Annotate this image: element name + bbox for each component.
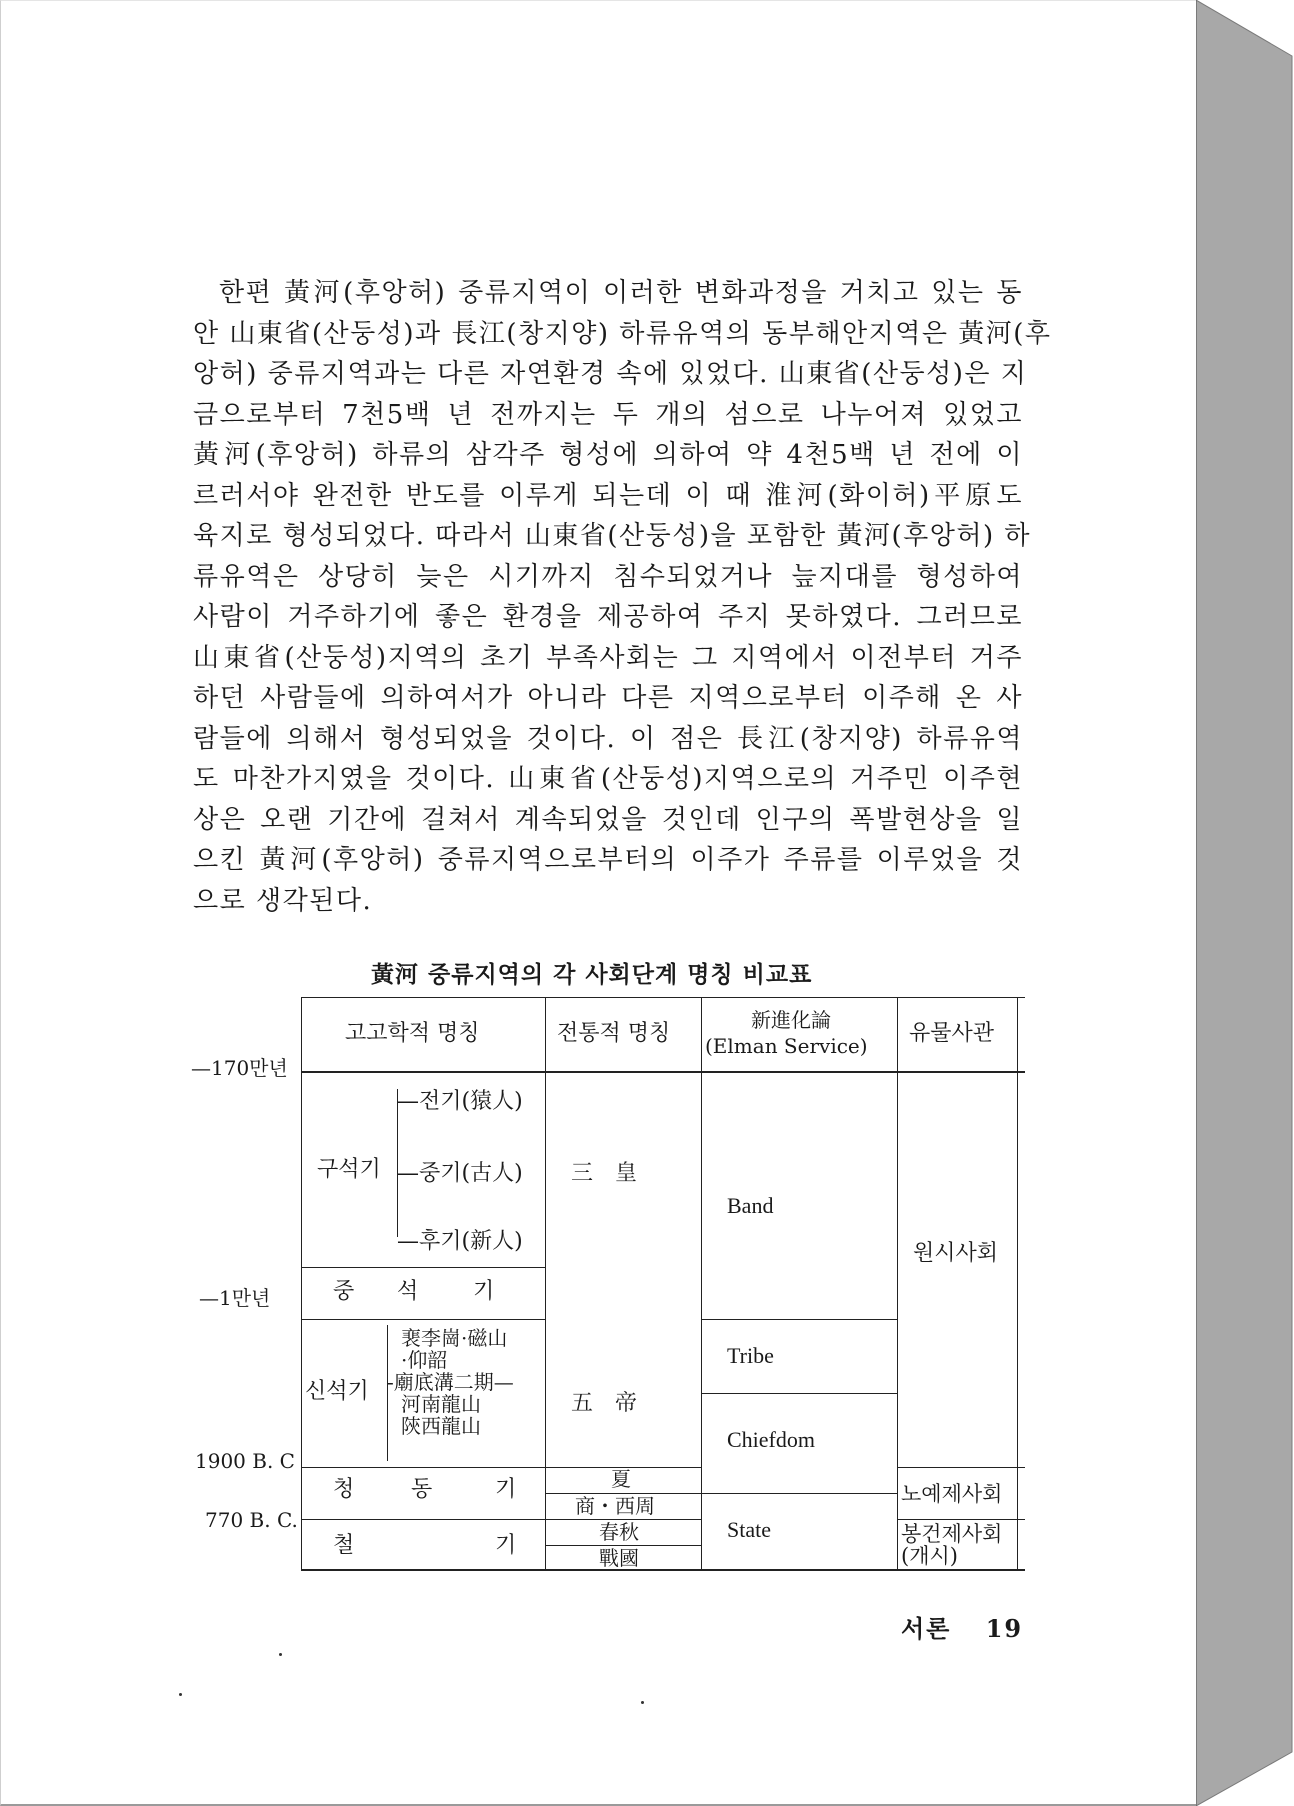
mat-feudal: 봉건제사회 [901,1522,1003,1546]
trad-three-sovereigns: 三 皇 [571,1161,638,1186]
neo-site: -廟底溝二期— [387,1370,514,1394]
page-footer [901,1609,1023,1644]
neo-site: 河南龍山 [401,1392,481,1416]
text-line: 黃河(후앙허) 하류의 삼각주 형성에 의하여 약 4천5백 년 전에 이 [193,440,1023,470]
stage-band: Band [727,1193,774,1218]
paleo-middle: —중기(古人) [397,1161,523,1186]
header-elman-service: (Elman Service) [705,1034,868,1058]
page-number: 19 [985,1614,1024,1643]
speck [179,1693,182,1696]
stage-chiefdom: Chiefdom [727,1427,815,1452]
header-neo-evolution: 新進化論 [751,1008,831,1032]
speck [279,1653,282,1656]
neo-site: 裵李崗·磁山 [401,1326,508,1350]
text-line: 금으로부터 7천5백 년 전까지는 두 개의 섬으로 나누어져 있었고 [193,399,1023,430]
time-label: —170만년 [191,1056,288,1080]
mat-feudal-start: (개시) [901,1544,958,1568]
header-materialist: 유물사관 [909,1021,995,1046]
bronze-char: 기 [495,1477,517,1502]
speck [641,1701,644,1704]
text-line: 하던 사람들에 의하여서가 아니라 다른 지역으로부터 이주해 온 사 [193,683,1023,713]
mat-slave: 노예제사회 [901,1482,1003,1506]
trad-spring-autumn: 春秋 [599,1520,639,1544]
trad-shang-zhou: 商・西周 [575,1494,655,1518]
time-label: —1만년 [199,1286,271,1310]
text-line: 山東省(산둥성)지역의 초기 부족사회는 그 지역에서 이전부터 거주 [193,642,1023,673]
stage-state: State [727,1517,771,1542]
text-line: 안 山東省(산둥성)과 長江(창지양) 하류유역의 동부해안지역은 黃河(후 [193,318,1052,349]
iron-char: 철 [333,1533,355,1558]
trad-five-emperors: 五 帝 [571,1391,638,1416]
paleo-early: —전기(猿人) [397,1089,523,1114]
iron-char: 기 [495,1533,517,1558]
paleo-late: —후기(新人) [397,1229,523,1254]
page-stack-edge [1196,0,1294,1806]
neo-site: ·仰韶 [401,1348,448,1372]
text-line: 람들에 의해서 형성되었을 것이다. 이 점은 長江(창지양) 하류유역 [193,723,1023,754]
body-paragraph [193,273,1052,921]
text-line: 상은 오랜 기간에 걸쳐서 계속되었을 것인데 인구의 폭발현상을 일 [193,804,1023,835]
time-label: 770 B. C. [205,1508,298,1532]
bronze-char: 청 [333,1477,355,1502]
text-line: 사람이 거주하기에 좋은 환경을 제공하여 주지 못하였다. 그러므로 [193,602,1023,632]
text-line: 앙허) 중류지역과는 다른 자연환경 속에 있었다. 山東省(산둥성)은 지 [193,359,1028,389]
neo-site: 陝西龍山 [401,1414,481,1438]
mesolithic-char: 석 [397,1279,419,1304]
mesolithic-char: 기 [473,1279,495,1304]
text-line: 도 마찬가지였을 것이다. 山東省(산둥성)지역으로의 거주민 이주현 [193,764,1023,794]
text-line: 으킨 黃河(후앙허) 중류지역으로부터의 이주가 주류를 이루었을 것 [193,845,1023,875]
text-line: 르러서야 완전한 반도를 이루게 되는데 이 때 淮河(화이허)平原도 [193,480,1023,511]
table-caption: 黃河 중류지역의 각 사회단계 명칭 비교표 [371,961,813,988]
stage-tribe: Tribe [727,1343,774,1368]
text-line: 한편 黃河(후앙허) 중류지역이 이러한 변화과정을 거치고 있는 동 [219,278,1023,308]
time-label: 1900 B. C [195,1449,295,1473]
bronze-char: 동 [411,1477,433,1502]
paleolithic-label: 구석기 [317,1157,381,1182]
trad-warring-states: 戰國 [599,1546,639,1570]
mat-primitive: 원시사회 [913,1241,999,1266]
comparison-table [301,997,1025,1571]
text-line: 류유역은 상당히 늦은 시기까지 침수되었거나 늪지대를 형성하여 [193,561,1023,592]
section-name: 서론 [901,1614,952,1643]
text-line: 육지로 형성되었다. 따라서 山東省(산둥성)을 포함한 黃河(후앙허) 하 [193,521,1031,551]
trad-xia: 夏 [611,1467,631,1491]
neolithic-label: 신석기 [305,1379,369,1404]
text-line: 으로 생각된다. [193,885,373,916]
mesolithic-char: 중 [333,1279,355,1304]
header-traditional: 전통적 명칭 [557,1021,671,1046]
header-archaeology: 고고학적 명칭 [345,1021,480,1046]
